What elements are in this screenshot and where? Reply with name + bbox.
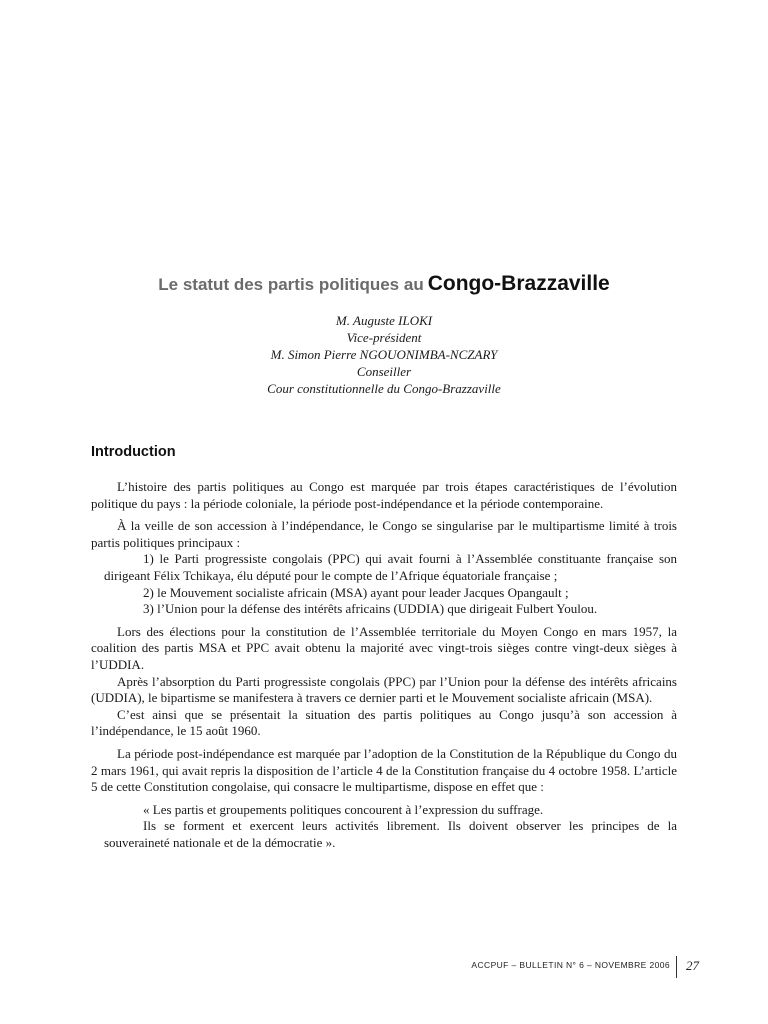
title-part-1: Le statut des partis politiques au bbox=[158, 275, 424, 294]
title-part-2: Congo-Brazzaville bbox=[427, 272, 610, 295]
paragraph: La période post-indépendance est marquée par l’adoption de la Constitution de la République du Congo du 2 mars 1961, qui avait repris la disposition de l’article 4 de la Constitution française du 4 octobre 1958. L’article 5 de cette Constitution congolaise, qui consacre le multipartisme, dispose en effet que : bbox=[91, 745, 677, 795]
paragraph: Après l’absorption du Parti progressiste congolais (PPC) par l’Union pour la défense des intérêts africains (UDDIA), le bipartisme se manifestera à travers ce dernier parti et le Mouvement socialiste africain (MSA). bbox=[91, 673, 677, 706]
paragraph: C’est ainsi que se présentait la situation des partis politiques au Congo jusqu’à son accession à l’indépendance, le 15 août 1960. bbox=[91, 706, 677, 739]
list-item: 2) le Mouvement socialiste africain (MSA) ayant pour leader Jacques Opangault ; bbox=[143, 584, 569, 600]
quote-line: Ils se forment et exercent leurs activités librement. Ils doivent observer les principes de la souveraineté nationale et de la démocratie ». bbox=[104, 818, 677, 850]
author-2-name: M. Simon Pierre NGOUONIMBA-NCZARY bbox=[270, 347, 498, 362]
author-block bbox=[0, 312, 768, 397]
paragraph: Lors des élections pour la constitution de l’Assemblée territoriale du Moyen Congo en mars 1957, la coalition des partis MSA et PPC avait obtenu la majorité avec vingt-trois sièges contre vingt-deux sièges à l’UDDIA. bbox=[91, 623, 677, 672]
document-title bbox=[0, 272, 768, 296]
paragraph: À la veille de son accession à l’indépendance, le Congo se singularise par le multipartisme limité à trois partis politiques principaux : bbox=[91, 518, 677, 550]
quote-line: « Les partis et groupements politiques concourent à l’expression du suffrage. bbox=[143, 801, 544, 817]
list-item: 1) le Parti progressiste congolais (PPC) qui avait fourni à l’Assemblée constituante française son dirigeant Félix Tchikaya, élu député pour le compte de l’Afrique équatoriale française ; bbox=[104, 551, 677, 583]
footer-divider bbox=[676, 956, 677, 978]
list-item: 3) l’Union pour la défense des intérêts africains (UDDIA) que dirigeait Fulbert Youlou. bbox=[143, 601, 598, 617]
paragraph: L’histoire des partis politiques au Congo est marquée par trois étapes caractéristiques de l’évolution politique du pays : la période coloniale, la période post-indépendance et la période contemporaine. bbox=[91, 479, 677, 511]
author-1-name: M. Auguste ILOKI bbox=[335, 313, 433, 328]
author-institution: Cour constitutionnelle du Congo-Brazzaville bbox=[267, 381, 501, 396]
author-2-role: Conseiller bbox=[356, 364, 412, 379]
footer-publication: ACCPUF – BULLETIN N° 6 – NOVEMBRE 2006 bbox=[471, 960, 670, 970]
body-text bbox=[91, 479, 677, 851]
section-heading: Introduction bbox=[91, 444, 176, 460]
page-number: 27 bbox=[686, 958, 699, 973]
page-footer bbox=[0, 956, 768, 980]
author-1-role: Vice-président bbox=[346, 330, 422, 345]
